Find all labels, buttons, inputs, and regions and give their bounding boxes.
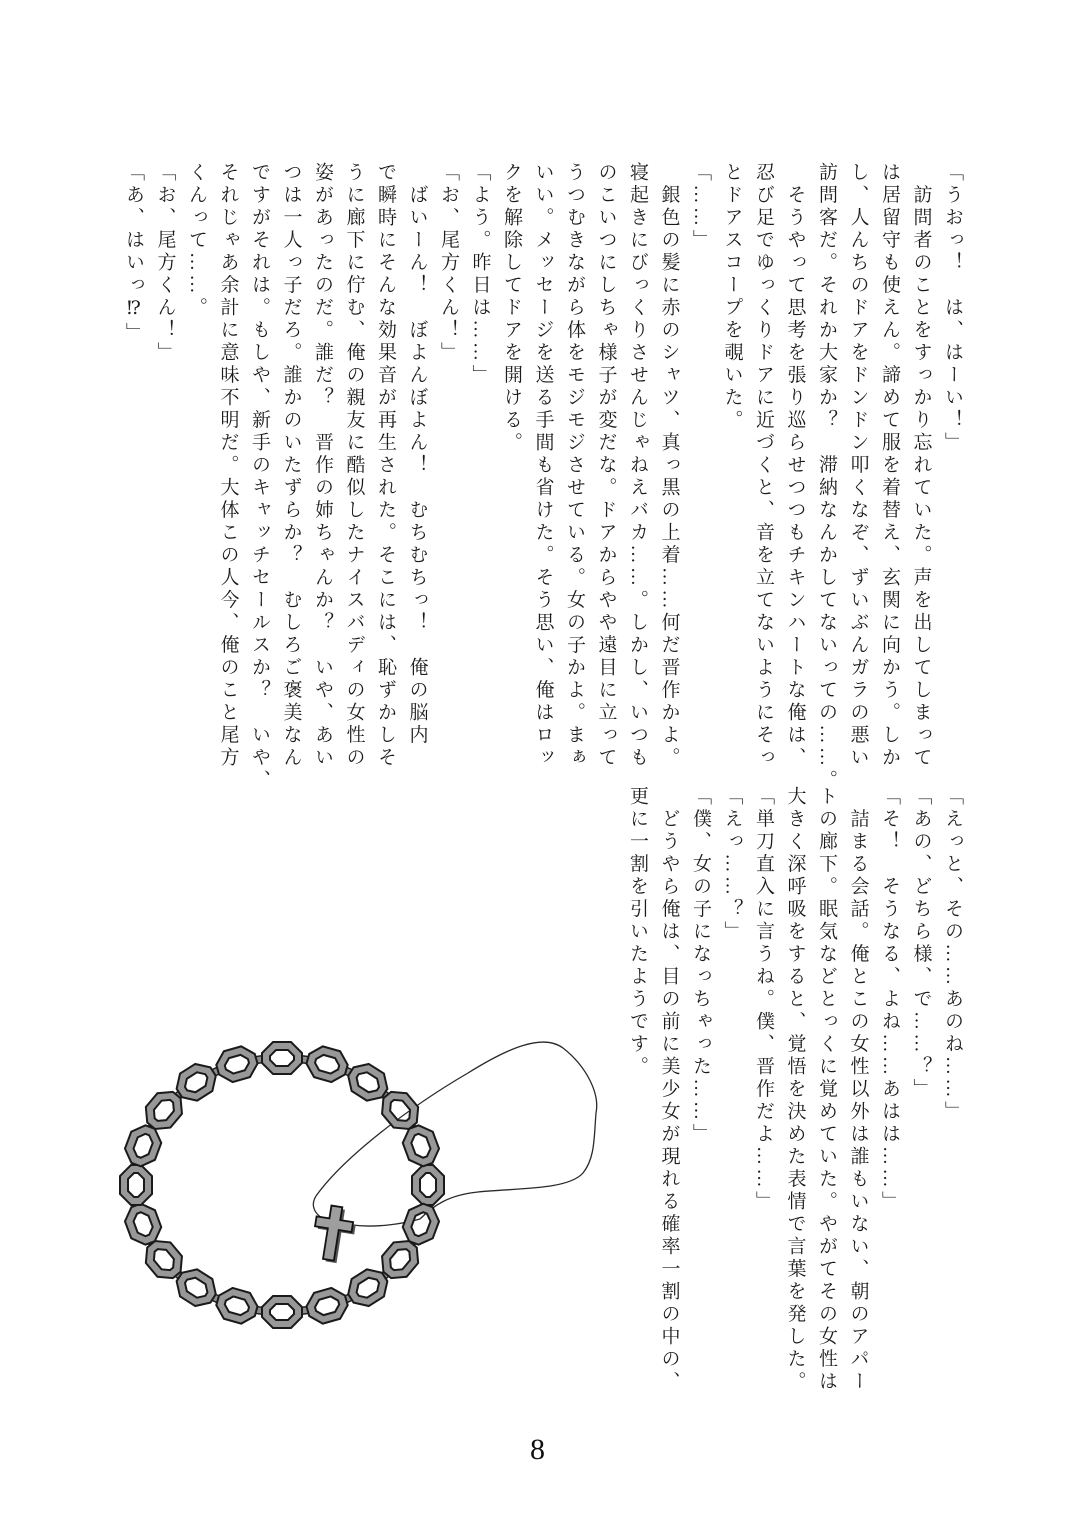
text-line: 姿があったのだ。誰だ？ 晋作の姉ちゃんか？ いや、あい xyxy=(312,162,333,770)
chain-link xyxy=(303,1285,350,1327)
text-line: つは一人っ子だろ。誰かのいたずらか？ むしろご褒美なん xyxy=(280,162,302,770)
text-line: どうやら俺は、目の前に美少女が現れる確率一割の中の、 xyxy=(658,786,680,1394)
thread-string-left-end xyxy=(313,1196,322,1218)
text-line: 「えっと、その……あのね……」 xyxy=(942,786,963,1124)
chain-link xyxy=(213,1043,260,1085)
chain-link xyxy=(120,1165,152,1205)
text-line: それじゃあ余計に意味不明だ。大体この人今、俺のこと尾方 xyxy=(217,162,239,770)
chain-link xyxy=(412,1165,444,1205)
text-line: ばいーん！ ぼよんぼよん！ むちむちっ！ 俺の脳内 xyxy=(406,162,428,747)
text-line: 銀色の髪に赤のシャツ、真っ黒の上着……何だ晋作かよ。 xyxy=(658,162,680,770)
text-line: とドアスコープを覗いた。 xyxy=(721,162,743,432)
text-line: し、人んちのドアをドンドン叩くなぞ、ずいぶんガラの悪い xyxy=(847,162,869,770)
text-line: 「お、尾方くん！」 xyxy=(438,162,459,365)
text-line: 忍び足でゆっくりドアに近づくと、音を立てないようにそっ xyxy=(753,162,774,770)
text-line: うに廊下に佇む、俺の親友に酷似したナイスバディの女性の xyxy=(343,162,365,770)
text-line: 「あの、どちら様、で……？」 xyxy=(910,786,932,1101)
text-line: 訪問客だ。それか大家か？ 滞納なんかしてないっての……。 xyxy=(816,162,837,792)
text-line: 詰まる会話。俺とこの女性以外は誰もいない、朝のアパー xyxy=(847,786,869,1394)
chain-link xyxy=(262,1296,302,1328)
text-line: 「えっ……？」 xyxy=(721,786,743,944)
chain-necklace-illustration xyxy=(118,1018,618,1353)
page-number: 8 xyxy=(530,1433,545,1466)
text-line: 「……」 xyxy=(690,162,711,252)
text-line: 大きく深呼吸をすると、覚悟を決めた表情で言葉を発した。 xyxy=(784,786,806,1394)
text-line: で瞬時にそんな効果音が再生された。そこには、恥ずかしそ xyxy=(375,162,396,770)
text-line: ですがそれは。もしや、新手のキャッチセールスか？ いや、 xyxy=(249,162,270,792)
text-line: 「お、尾方くん！」 xyxy=(154,162,176,365)
story-text-block-bottom xyxy=(622,786,969,1436)
text-line: 訪問者のことをすっかり忘れていた。声を出してしまって xyxy=(910,162,932,770)
story-text-block-top xyxy=(118,162,969,802)
text-line: いい。メッセージを送る手間も省けた。そう思い、俺はロッ xyxy=(532,162,554,770)
text-line: 「うおっ！ は、はーい！」 xyxy=(942,162,963,455)
text-line: クを解除してドアを開ける。 xyxy=(501,162,522,455)
text-line: 「あ、はいっ⁉」 xyxy=(123,162,144,345)
text-line: くんって……。 xyxy=(186,162,207,320)
text-line: 更に一割を引いたようです。 xyxy=(627,786,648,1079)
text-line: うつむきながら体をモジモジさせている。女の子かよ。まぁ xyxy=(564,162,585,770)
text-line: 「単刀直入に言うね。僕、晋作だよ……」 xyxy=(753,786,774,1214)
chain-link xyxy=(303,1043,350,1085)
cross-pendant-icon xyxy=(310,1204,358,1266)
chain-links xyxy=(120,1042,444,1328)
text-line: は居留守も使えん。諦めて服を着替え、玄関に向かう。しか xyxy=(879,162,900,770)
chain-link xyxy=(213,1285,260,1327)
text-line: 「僕、女の子になっちゃった……」 xyxy=(690,786,711,1146)
text-line: 「よう。昨日は……」 xyxy=(469,162,491,387)
text-line: トの廊下。眠気などとっくに覚めていた。やがてその女性は xyxy=(816,786,837,1394)
text-line: 「そ！ そうなる、よね……あはは……」 xyxy=(879,786,900,1214)
text-line: そうやって思考を張り巡らせつつもチキンハートな俺は、 xyxy=(784,162,806,770)
text-line: 寝起きにびっくりさせんじゃねえバカ……。しかし、いつも xyxy=(627,162,648,770)
chain-link xyxy=(262,1042,302,1074)
text-line: のこいつにしちゃ様子が変だな。ドアからやや遠目に立って xyxy=(595,162,617,770)
